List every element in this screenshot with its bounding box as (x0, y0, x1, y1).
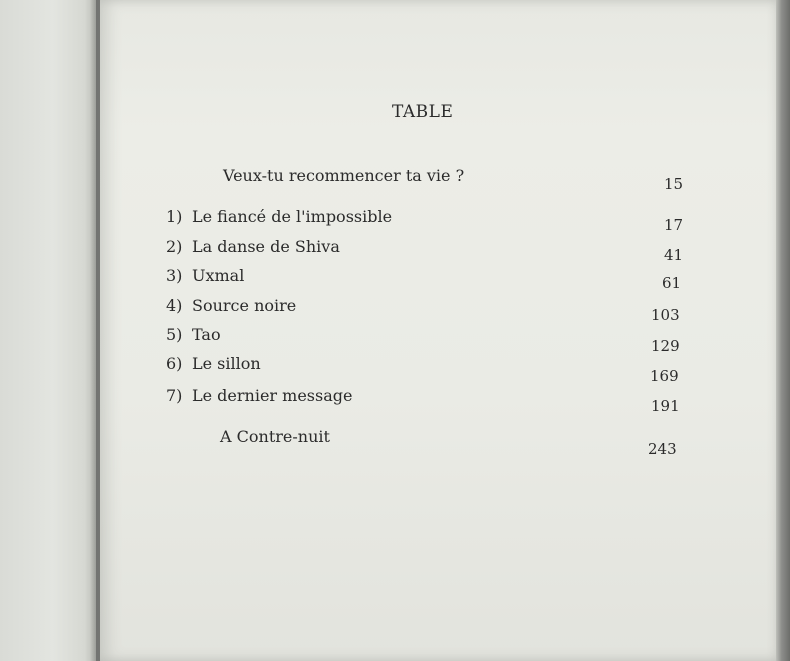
chapter-6-page: 169 (650, 367, 679, 385)
chapter-2-page: 41 (664, 246, 684, 264)
chapter-7-title: Le dernier message (192, 386, 353, 405)
chapter-3-number: 3) (166, 266, 183, 285)
left-page (0, 0, 96, 661)
chapter-7-page: 191 (651, 397, 680, 415)
preface-page: 15 (664, 175, 684, 193)
chapter-7-number: 7) (166, 386, 183, 405)
epilogue-page: 243 (648, 440, 677, 458)
toc-heading: TABLE (392, 102, 454, 122)
chapter-1-title: Le fiancé de l'impossible (192, 207, 393, 226)
chapter-4-number: 4) (166, 296, 183, 315)
chapter-6-number: 6) (166, 354, 183, 373)
chapter-1-number: 1) (166, 207, 183, 226)
chapter-2-number: 2) (166, 237, 183, 256)
chapter-4-page: 103 (651, 306, 680, 324)
page-edge (776, 0, 790, 661)
chapter-2-title: La danse de Shiva (192, 237, 340, 256)
chapter-3-title: Uxmal (192, 266, 245, 285)
epilogue-title: A Contre-nuit (220, 427, 330, 446)
chapter-1-page: 17 (664, 216, 684, 234)
chapter-3-page: 61 (662, 274, 682, 292)
chapter-5-page: 129 (651, 337, 680, 355)
chapter-5-title: Tao (192, 325, 221, 344)
chapter-5-number: 5) (166, 325, 183, 344)
chapter-4-title: Source noire (192, 296, 297, 315)
chapter-6-title: Le sillon (192, 354, 261, 373)
preface-title: Veux-tu recommencer ta vie ? (223, 166, 465, 185)
